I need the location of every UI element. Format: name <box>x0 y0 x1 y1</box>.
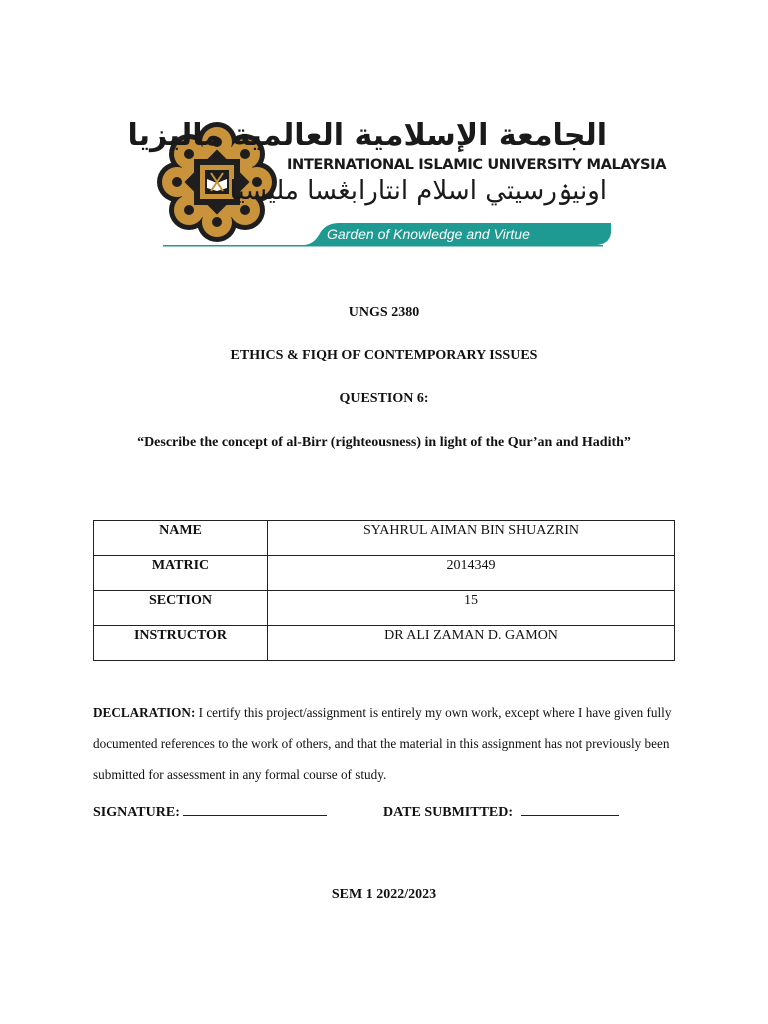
name-label: NAME <box>94 521 268 556</box>
table-row <box>94 556 675 591</box>
question-text: “Describe the concept of al-Birr (righteousness) in light of the Qur’an and Hadith” <box>137 435 631 450</box>
date-submitted-label: DATE SUBMITTED: <box>383 805 514 820</box>
signature-label: SIGNATURE: <box>93 805 180 820</box>
english-university-name: INTERNATIONAL ISLAMIC UNIVERSITY MALAYSIA <box>287 156 667 173</box>
matric-value: 2014349 <box>268 556 675 591</box>
signature-line <box>183 801 327 816</box>
question-label: QUESTION 6: <box>339 391 429 406</box>
signature-field <box>93 801 327 822</box>
section-value: 15 <box>268 591 675 626</box>
section-label: SECTION <box>94 591 268 626</box>
date-submitted-line <box>521 801 619 816</box>
university-slogan: Garden of Knowledge and Virtue <box>327 226 530 242</box>
malay-jawi-university-name: اونيۏرسيتي اسلام انتارابڠسا مليسيا <box>229 176 607 206</box>
semester-label: SEM 1 2022/2023 <box>331 887 437 902</box>
date-submitted-field <box>383 801 619 822</box>
arabic-university-name: الجامعة الإسلامية العالمية ماليزيا <box>127 118 607 153</box>
course-code: UNGS 2380 <box>348 305 420 320</box>
course-title: ETHICS & FIQH OF CONTEMPORARY ISSUES <box>230 348 538 363</box>
table-row <box>94 591 675 626</box>
matric-label: MATRIC <box>94 556 268 591</box>
instructor-value: DR ALI ZAMAN D. GAMON <box>268 626 675 661</box>
declaration-paragraph <box>93 697 683 790</box>
declaration-label: DECLARATION: <box>93 705 196 720</box>
table-row <box>94 521 675 556</box>
university-logo <box>127 118 667 248</box>
table-row <box>94 626 675 661</box>
instructor-label: INSTRUCTOR <box>94 626 268 661</box>
declaration-text: I certify this project/assignment is entirely my own work, except where I have given fully documented references to the work of others, and that the material in this assignment has not previously been submitted for assessment in any formal course of study. <box>93 705 672 782</box>
student-info-table <box>93 520 675 661</box>
name-value: SYAHRUL AIMAN BIN SHUAZRIN <box>268 521 675 556</box>
